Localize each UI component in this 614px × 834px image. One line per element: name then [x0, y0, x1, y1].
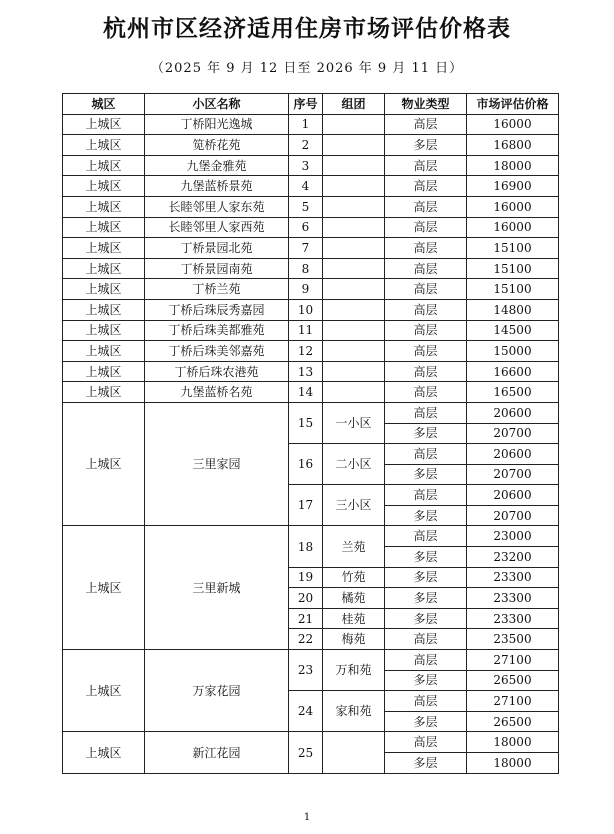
community-name-cell: 长睦邻里人家东苑	[145, 196, 289, 217]
community-name-cell: 丁桥后珠农港苑	[145, 361, 289, 382]
group-cell: 三小区	[323, 485, 385, 526]
property-type-cell: 高层	[385, 341, 467, 362]
table-row	[63, 279, 559, 300]
property-type-cell: 高层	[385, 691, 467, 712]
property-type-cell: 高层	[385, 114, 467, 135]
property-type-cell: 多层	[385, 505, 467, 526]
table-row	[63, 196, 559, 217]
header-seq: 序号	[289, 94, 323, 115]
price-cell: 18000	[467, 753, 559, 774]
price-cell: 20600	[467, 485, 559, 506]
price-cell: 20700	[467, 423, 559, 444]
price-cell: 20700	[467, 464, 559, 485]
community-name-cell: 笕桥花苑	[145, 135, 289, 156]
property-type-cell: 多层	[385, 547, 467, 568]
community-name-cell: 丁桥景园南苑	[145, 258, 289, 279]
table-row	[63, 155, 559, 176]
community-name-cell: 三里家园	[145, 402, 289, 526]
group-cell: 万和苑	[323, 650, 385, 691]
group-cell	[323, 299, 385, 320]
price-cell: 16000	[467, 196, 559, 217]
property-type-cell: 多层	[385, 608, 467, 629]
district-cell: 上城区	[63, 341, 145, 362]
seq-cell: 2	[289, 135, 323, 156]
property-type-cell: 高层	[385, 217, 467, 238]
seq-cell: 5	[289, 196, 323, 217]
seq-cell: 18	[289, 526, 323, 567]
seq-cell: 16	[289, 444, 323, 485]
property-type-cell: 多层	[385, 567, 467, 588]
seq-cell: 19	[289, 567, 323, 588]
property-type-cell: 多层	[385, 711, 467, 732]
table-row	[63, 402, 559, 423]
seq-cell: 10	[289, 299, 323, 320]
header-district: 城区	[63, 94, 145, 115]
group-cell	[323, 320, 385, 341]
district-cell: 上城区	[63, 238, 145, 259]
table-row	[63, 217, 559, 238]
property-type-cell: 高层	[385, 320, 467, 341]
property-type-cell: 高层	[385, 299, 467, 320]
group-cell	[323, 279, 385, 300]
price-cell: 18000	[467, 732, 559, 753]
seq-cell: 20	[289, 588, 323, 609]
property-type-cell: 高层	[385, 279, 467, 300]
seq-cell: 3	[289, 155, 323, 176]
district-cell: 上城区	[63, 155, 145, 176]
table-row	[63, 341, 559, 362]
header-group: 组团	[323, 94, 385, 115]
seq-cell: 8	[289, 258, 323, 279]
district-cell: 上城区	[63, 361, 145, 382]
district-cell: 上城区	[63, 650, 145, 732]
price-cell: 16000	[467, 114, 559, 135]
property-type-cell: 高层	[385, 258, 467, 279]
table-row	[63, 382, 559, 403]
group-cell	[323, 135, 385, 156]
price-cell: 27100	[467, 650, 559, 671]
district-cell: 上城区	[63, 526, 145, 650]
seq-cell: 23	[289, 650, 323, 691]
district-cell: 上城区	[63, 135, 145, 156]
property-type-cell: 高层	[385, 650, 467, 671]
property-type-cell: 多层	[385, 135, 467, 156]
price-cell: 16600	[467, 361, 559, 382]
property-type-cell: 高层	[385, 526, 467, 547]
seq-cell: 15	[289, 402, 323, 443]
price-cell: 20600	[467, 444, 559, 465]
property-type-cell: 高层	[385, 485, 467, 506]
seq-cell: 6	[289, 217, 323, 238]
seq-cell: 7	[289, 238, 323, 259]
price-cell: 26500	[467, 670, 559, 691]
table-row	[63, 135, 559, 156]
header-property-type: 物业类型	[385, 94, 467, 115]
property-type-cell: 高层	[385, 155, 467, 176]
seq-cell: 24	[289, 691, 323, 732]
price-cell: 18000	[467, 155, 559, 176]
group-cell	[323, 382, 385, 403]
district-cell: 上城区	[63, 114, 145, 135]
district-cell: 上城区	[63, 176, 145, 197]
group-cell: 二小区	[323, 444, 385, 485]
table-body	[63, 114, 559, 773]
seq-cell: 13	[289, 361, 323, 382]
community-name-cell: 丁桥后珠辰秀嘉园	[145, 299, 289, 320]
community-name-cell: 九堡蓝桥名苑	[145, 382, 289, 403]
table-row	[63, 526, 559, 547]
price-cell: 16500	[467, 382, 559, 403]
price-cell: 15100	[467, 258, 559, 279]
group-cell	[323, 176, 385, 197]
price-cell: 23300	[467, 588, 559, 609]
price-table	[62, 93, 559, 774]
district-cell: 上城区	[63, 402, 145, 526]
property-type-cell: 高层	[385, 732, 467, 753]
price-cell: 14500	[467, 320, 559, 341]
district-cell: 上城区	[63, 217, 145, 238]
district-cell: 上城区	[63, 382, 145, 403]
community-name-cell: 丁桥后珠美都雅苑	[145, 320, 289, 341]
group-cell	[323, 238, 385, 259]
property-type-cell: 多层	[385, 588, 467, 609]
seq-cell: 12	[289, 341, 323, 362]
table-row	[63, 650, 559, 671]
community-name-cell: 丁桥阳光逸城	[145, 114, 289, 135]
district-cell: 上城区	[63, 320, 145, 341]
community-name-cell: 丁桥景园北苑	[145, 238, 289, 259]
group-cell: 橘苑	[323, 588, 385, 609]
table-row	[63, 361, 559, 382]
community-name-cell: 长睦邻里人家西苑	[145, 217, 289, 238]
price-cell: 14800	[467, 299, 559, 320]
group-cell: 竹苑	[323, 567, 385, 588]
seq-cell: 17	[289, 485, 323, 526]
price-cell: 23000	[467, 526, 559, 547]
property-type-cell: 高层	[385, 629, 467, 650]
community-name-cell: 九堡蓝桥景苑	[145, 176, 289, 197]
seq-cell: 22	[289, 629, 323, 650]
community-name-cell: 丁桥后珠美邻嘉苑	[145, 341, 289, 362]
price-cell: 15000	[467, 341, 559, 362]
price-cell: 16000	[467, 217, 559, 238]
table-row	[63, 320, 559, 341]
table-row	[63, 176, 559, 197]
seq-cell: 9	[289, 279, 323, 300]
district-cell: 上城区	[63, 299, 145, 320]
group-cell	[323, 196, 385, 217]
district-cell: 上城区	[63, 196, 145, 217]
seq-cell: 1	[289, 114, 323, 135]
group-cell: 梅苑	[323, 629, 385, 650]
price-cell: 15100	[467, 238, 559, 259]
header-community-name: 小区名称	[145, 94, 289, 115]
date-range: （2025 年 9 月 12 日至 2026 年 9 月 11 日）	[150, 61, 464, 76]
group-cell	[323, 114, 385, 135]
district-cell: 上城区	[63, 258, 145, 279]
community-name-cell: 九堡金雅苑	[145, 155, 289, 176]
table-row	[63, 299, 559, 320]
seq-cell: 25	[289, 732, 323, 773]
price-cell: 23300	[467, 567, 559, 588]
community-name-cell: 万家花园	[145, 650, 289, 732]
property-type-cell: 高层	[385, 196, 467, 217]
table-row	[63, 732, 559, 753]
group-cell	[323, 361, 385, 382]
property-type-cell: 高层	[385, 361, 467, 382]
property-type-cell: 多层	[385, 670, 467, 691]
community-name-cell: 新江花园	[145, 732, 289, 773]
group-cell	[323, 217, 385, 238]
page-title: 杭州市区经济适用住房市场评估价格表	[103, 15, 511, 42]
seq-cell: 4	[289, 176, 323, 197]
group-cell	[323, 258, 385, 279]
community-name-cell: 丁桥兰苑	[145, 279, 289, 300]
price-cell: 23200	[467, 547, 559, 568]
header-price: 市场评估价格	[467, 94, 559, 115]
group-cell: 桂苑	[323, 608, 385, 629]
table-row	[63, 238, 559, 259]
group-cell: 家和苑	[323, 691, 385, 732]
property-type-cell: 多层	[385, 753, 467, 774]
district-cell: 上城区	[63, 732, 145, 773]
price-cell: 23500	[467, 629, 559, 650]
property-type-cell: 高层	[385, 238, 467, 259]
table-row	[63, 258, 559, 279]
seq-cell: 14	[289, 382, 323, 403]
price-cell: 23300	[467, 608, 559, 629]
group-cell: 一小区	[323, 402, 385, 443]
seq-cell: 11	[289, 320, 323, 341]
group-cell: 兰苑	[323, 526, 385, 567]
property-type-cell: 多层	[385, 464, 467, 485]
group-cell	[323, 732, 385, 773]
seq-cell: 21	[289, 608, 323, 629]
price-cell: 20700	[467, 505, 559, 526]
property-type-cell: 多层	[385, 423, 467, 444]
community-name-cell: 三里新城	[145, 526, 289, 650]
group-cell	[323, 155, 385, 176]
price-cell: 27100	[467, 691, 559, 712]
property-type-cell: 高层	[385, 382, 467, 403]
district-cell: 上城区	[63, 279, 145, 300]
price-cell: 16900	[467, 176, 559, 197]
group-cell	[323, 341, 385, 362]
price-cell: 15100	[467, 279, 559, 300]
property-type-cell: 高层	[385, 402, 467, 423]
property-type-cell: 高层	[385, 444, 467, 465]
price-cell: 16800	[467, 135, 559, 156]
price-cell: 26500	[467, 711, 559, 732]
page-number: 1	[303, 812, 311, 823]
table-header-row	[63, 94, 559, 115]
price-cell: 20600	[467, 402, 559, 423]
property-type-cell: 高层	[385, 176, 467, 197]
table-row	[63, 114, 559, 135]
